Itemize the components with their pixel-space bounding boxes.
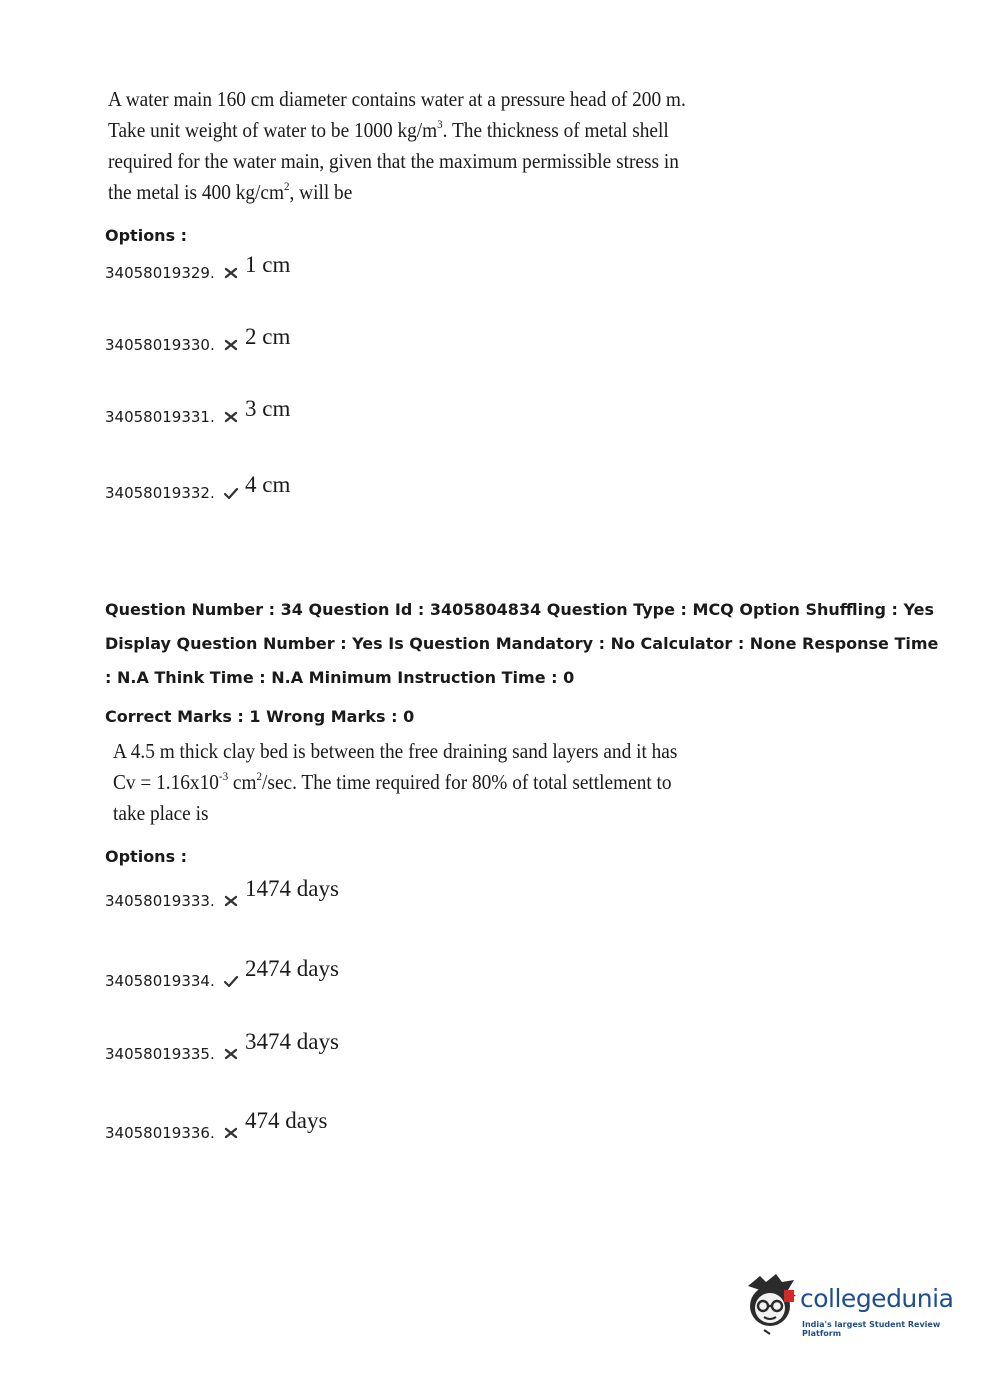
option-text: 3 cm bbox=[245, 396, 291, 421]
option-text: 3474 days bbox=[245, 1029, 339, 1054]
cross-icon bbox=[223, 1047, 239, 1061]
cross-icon bbox=[223, 894, 239, 908]
q33-options-label: Options : bbox=[105, 226, 188, 245]
question-34-text bbox=[113, 736, 677, 829]
mascot-icon bbox=[742, 1272, 800, 1338]
option-text: 1 cm bbox=[245, 252, 291, 277]
check-icon bbox=[223, 486, 239, 500]
meta-line-2: Display Question Number : Yes Is Question Mandatory : No Calculator : None Response Time bbox=[105, 634, 939, 653]
option-id: 34058019329. bbox=[105, 264, 215, 282]
question-34-meta bbox=[105, 593, 939, 695]
option-text: 474 days bbox=[245, 1108, 328, 1133]
cross-icon bbox=[223, 1126, 239, 1140]
option-text: 2474 days bbox=[245, 956, 339, 981]
brand-name: collegedunia bbox=[800, 1284, 954, 1313]
cross-icon bbox=[223, 338, 239, 352]
q33-line-4: the metal is 400 $kg/cm^2$, will be bbox=[108, 179, 353, 204]
check-icon bbox=[223, 974, 239, 988]
brand-tagline: India's largest Student Review Platform bbox=[802, 1320, 941, 1338]
q34-line-1: A 4.5 m thick clay bed is between the free draining sand layers and it has bbox=[113, 739, 678, 763]
q33-line-2: Take unit weight of water to be 1000 $kg/m^3$. The thickness of metal shell bbox=[108, 117, 669, 142]
option-id: 34058019333. bbox=[105, 892, 215, 910]
q34-line-3: take place is bbox=[113, 801, 209, 825]
collegedunia-logo bbox=[742, 1272, 972, 1342]
cross-icon bbox=[223, 410, 239, 424]
q33-line-1: A water main 160 cm diameter contains water at a pressure head of 200 m. bbox=[108, 87, 686, 111]
cross-icon bbox=[223, 266, 239, 280]
q33-line-3: required for the water main, given that the maximum permissible stress in bbox=[108, 149, 679, 173]
option-id: 34058019330. bbox=[105, 336, 215, 354]
option-id: 34058019334. bbox=[105, 972, 215, 990]
q34-line-2: $Cv = 1.16x10^{-3}$ $cm^2/\sec$. The time required for 80% of total settlement to bbox=[113, 769, 672, 794]
option-text: 4 cm bbox=[245, 472, 291, 497]
option-id: 34058019331. bbox=[105, 408, 215, 426]
option-text: 1474 days bbox=[245, 876, 339, 901]
option-id: 34058019332. bbox=[105, 484, 215, 502]
option-id: 34058019335. bbox=[105, 1045, 215, 1063]
option-text: 2 cm bbox=[245, 324, 291, 349]
option-id: 34058019336. bbox=[105, 1124, 215, 1142]
meta-line-3: : N.A Think Time : N.A Minimum Instruction Time : 0 bbox=[105, 668, 575, 687]
q34-marks-line: Correct Marks : 1 Wrong Marks : 0 bbox=[105, 707, 415, 726]
question-33-text bbox=[108, 84, 686, 208]
q34-options-label: Options : bbox=[105, 847, 188, 866]
meta-line-1: Question Number : 34 Question Id : 3405804834 Question Type : MCQ Option Shuffling : Yes bbox=[105, 600, 935, 619]
